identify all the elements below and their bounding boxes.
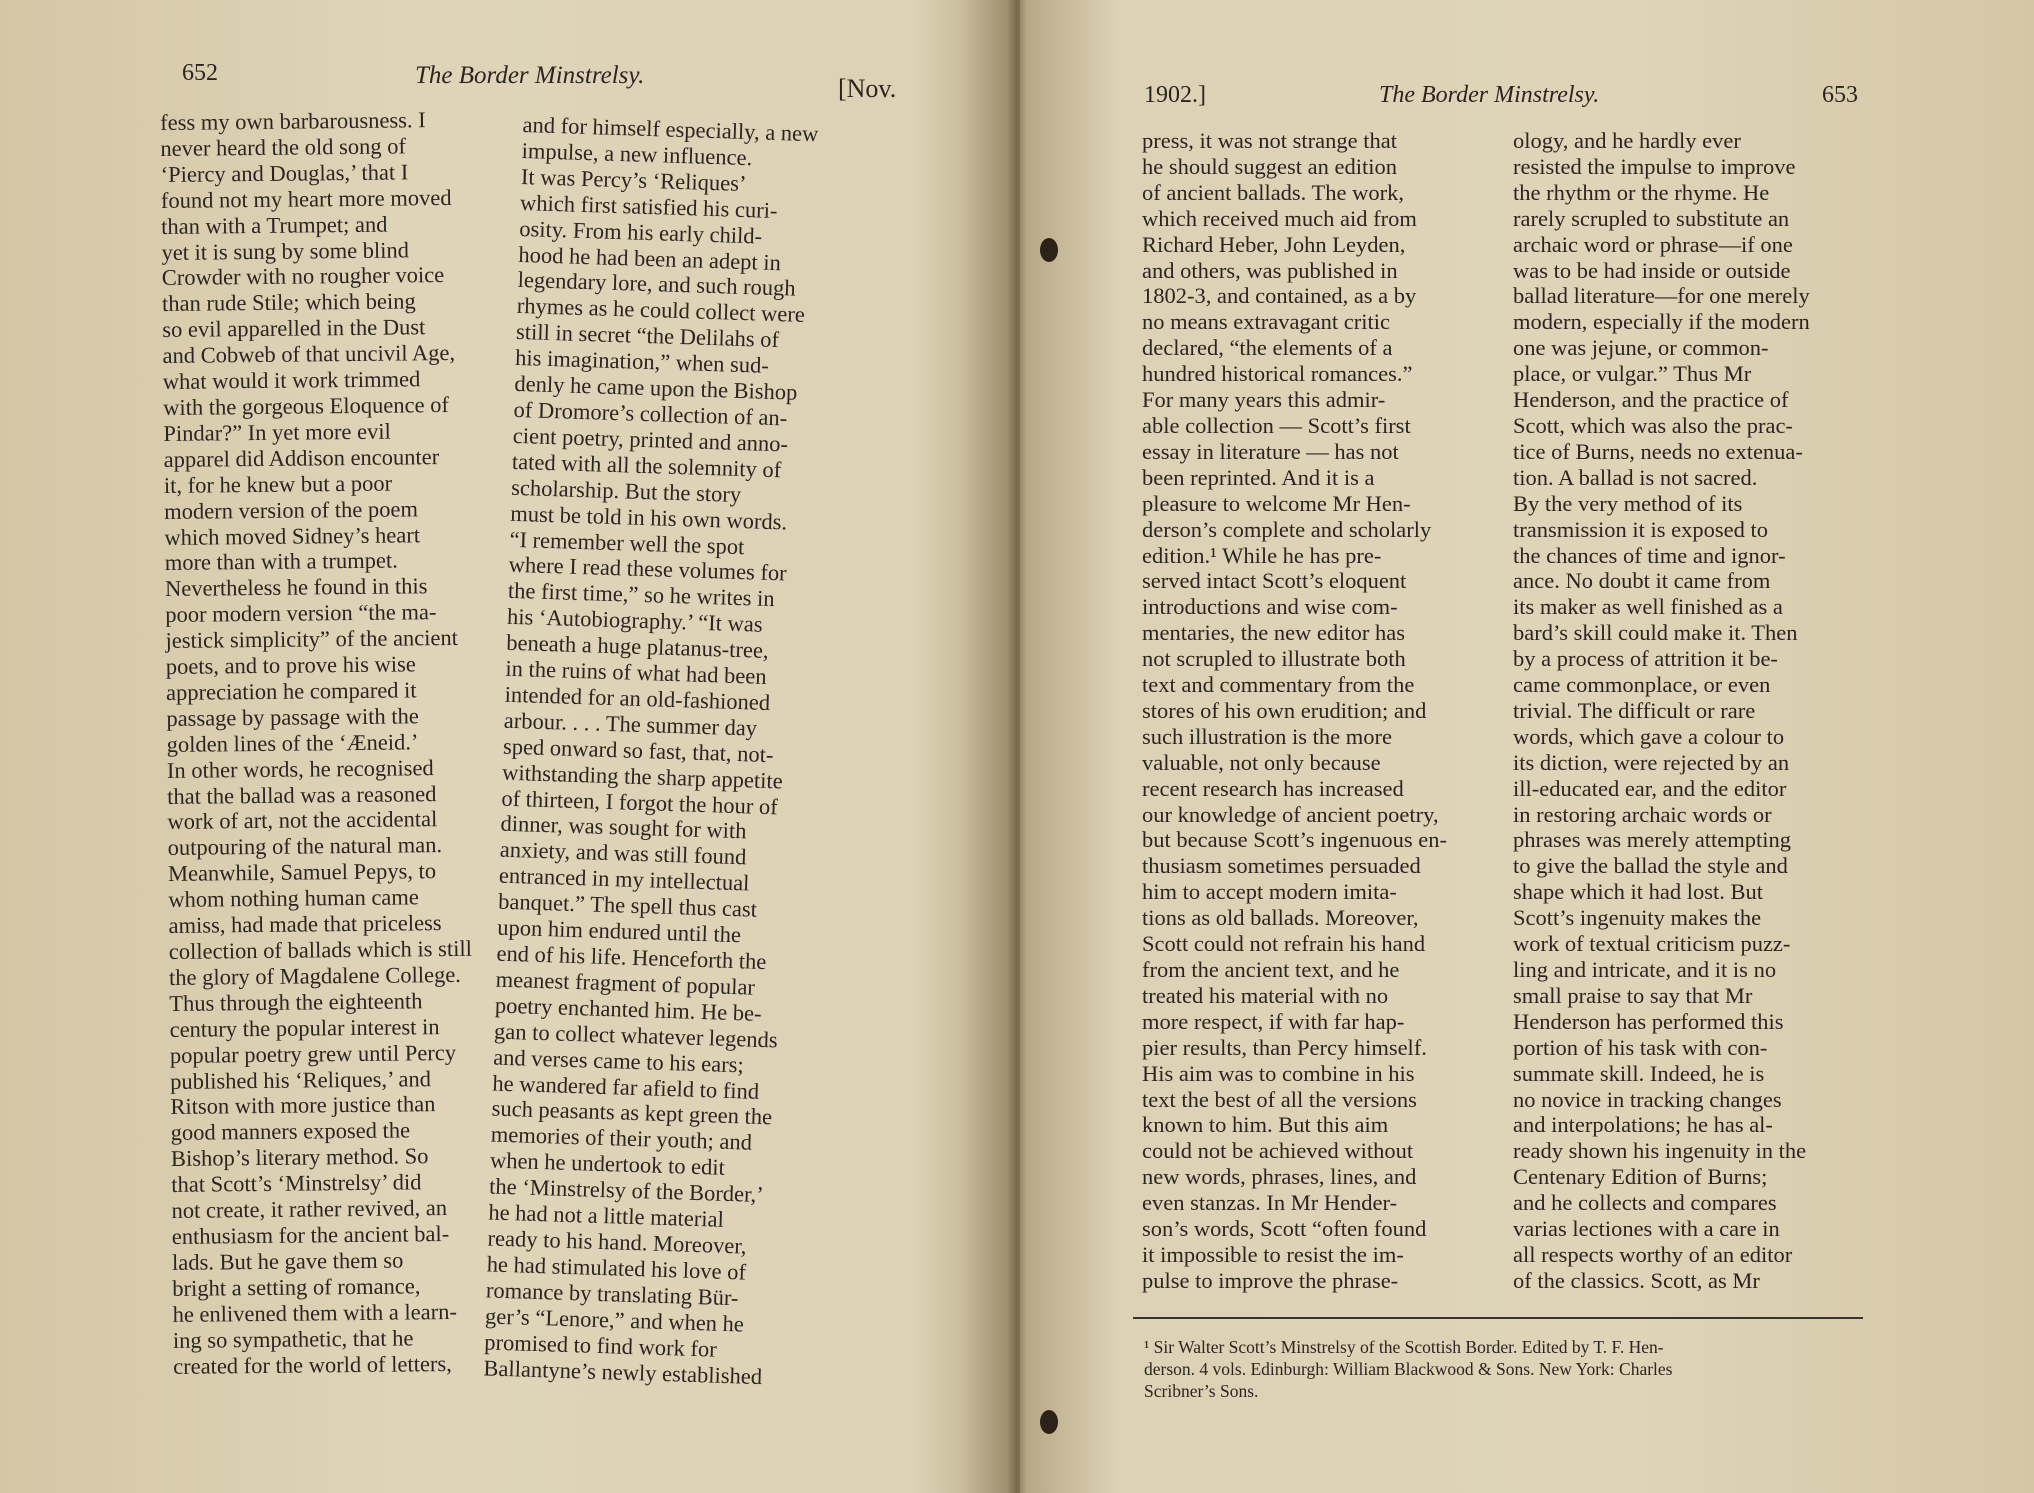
text-column-2: and for himself especially, a new impulse, a new influence. It was Percy’s ‘Reliques’ which first satisfied his curi- osity. From his early child- hood he had been an adept in legendary lore, and such rough rhymes as he could collect were still in secret “the Delilahs of his imagination,” when sud- denly he came upon the Bishop of Dromore’s collection of an- cient poetry, printed and anno- tated with all the solemnity of scholarship. But the story must be told in his own words. “I remember well the spot where I read these volumes for the first time,” so he writes in his ‘Autobiography.’ “It was beneath a huge platanus-tree, in the ruins of what had been intended for an old-fashioned arbour. . . . The summer day sped onward so fast, that, not- withstanding the sharp appetite of thirteen, I forgot the hour of dinner, was sought for with anxiety, and was still found entranced in my intellectual banquet.” The spell thus cast upon him endured until the end of his life. Henceforth the meanest fragment of popular poetry enchanted him. He be- gan to collect whatever legends and verses came to his ears; he wandered far afield to find such peasants as kept green the memories of their youth; and when he undertook to edit the ‘Minstrelsy of the Border,’ he had not a little material ready to his hand. Moreover, he had stimulated his love of romance by translating Bür- ger’s “Lenore,” and when he promised to find work for Ballantyne’s newly established xyxy=(483,112,819,1389)
text-column-2: ology, and he hardly ever resisted the impulse to improve the rhythm or the rhyme. He rarely scrupled to substitute an archaic word or phrase—if one was to be had inside or outside ballad literature—for one merely modern, especially if the modern one was jejune, or common- place, or vulgar.” Thus Mr Henderson, and the practice of Scott, which was also the prac- tice of Burns, needs no extenua- tion. A ballad is not sacred. By the very method of its transmission it is exposed to the chances of time and ignor- ance. No doubt it came from its maker as well finished as a bard’s skill could make it. Then by a process of attrition it be- came commonplace, or even trivial. The difficult or rare words, which gave a colour to its diction, were rejected by an ill-educated ear, and the editor in restoring archaic words or phrases was merely attempting to give the ballad the style and shape which it had lost. But Scott’s ingenuity makes the work of textual criticism puzz- ling and intricate, and it is no small praise to say that Mr Henderson has performed this portion of his task with con- summate skill. Indeed, he is no novice in tracking changes and interpolations; he has al- ready shown his ingenuity in the Centenary Edition of Burns; and he collects and compares varias lectiones with a care in all respects worthy of an editor of the classics. Scott, as Mr xyxy=(1513,128,1810,1293)
text-column-1: press, it was not strange that he should suggest an edition of ancient ballads. The work, which received much aid from Richard Heber, John Leyden, and others, was published in 1802-3, and contained, as a by no means extravagant critic declared, “the elements of a hundred historical romances.” For many years this admir- able collection — Scott’s first essay in literature — has not been reprinted. And it is a pleasure to welcome Mr Hen- derson’s complete and scholarly edition.¹ While he has pre- served intact Scott’s eloquent introductions and wise com- mentaries, the new editor has not scrupled to illustrate both text and commentary from the stores of his own erudition; and such illustration is the more valuable, not only because recent research has increased our knowledge of ancient poetry, but because Scott’s ingenuous en- thusiasm sometimes persuaded him to accept modern imita- tions as old ballads. Moreover, Scott could not refrain his hand from the ancient text, and he treated his material with no more respect, if with far hap- pier results, than Percy himself. His aim was to combine in his text the best of all the versions known to him. But this aim could not be achieved without new words, phrases, lines, and even stanzas. In Mr Hender- son’s words, Scott “often found it impossible to resist the im- pulse to improve the phrase- xyxy=(1142,128,1447,1293)
page-number: 652 xyxy=(182,60,218,86)
footnote: ¹ Sir Walter Scott’s Minstrelsy of the Scottish Border. Edited by T. F. Hen- derson. 4 vols. Edinburgh: William Blackwood & Sons. New York: Charles Scribner’s Sons. xyxy=(1144,1337,1673,1401)
year-label: 1902.] xyxy=(1144,82,1206,108)
left-page xyxy=(0,0,1005,1493)
running-title: The Border Minstrelsy. xyxy=(415,62,645,89)
right-page xyxy=(1029,0,2034,1493)
page-number: 653 xyxy=(1822,82,1858,108)
running-title: The Border Minstrelsy. xyxy=(1379,82,1600,108)
footnote-rule xyxy=(1133,1317,1863,1319)
text-column-1: fess my own barbarousness. I never heard the old song of ‘Piercy and Douglas,’ that I found not my heart more moved than with a Trumpet; and yet it is sung by some blind Crowder with no rougher voice than rude Stile; which being so evil apparelled in the Dust and Cobweb of that uncivil Age, what would it work trimmed with the gorgeous Eloquence of Pindar?” In yet more evil apparel did Addison encounter it, for he knew but a poor modern version of the poem which moved Sidney’s heart more than with a trumpet. Nevertheless he found in this poor modern version “the ma- jestick simplicity” of the ancient poets, and to prove his wise appreciation he compared it passage by passage with the golden lines of the ‘Æneid.’ In other words, he recognised that the ballad was a reasoned work of art, not the accidental outpouring of the natural man. Meanwhile, Samuel Pepys, to whom nothing human came amiss, had made that priceless collection of ballads which is still the glory of Magdalene College. Thus through the eighteenth century the popular interest in popular poetry grew until Percy published his ‘Reliques,’ and Ritson with more justice than good manners exposed the Bishop’s literary method. So that Scott’s ‘Minstrelsy’ did not create, it rather revived, an enthusiasm for the ancient bal- lads. But he gave them so bright a setting of romance, he enlivened them with a learn- ing so sympathetic, that he created for the world of letters, xyxy=(160,107,473,1379)
month-label: [Nov. xyxy=(838,74,897,103)
